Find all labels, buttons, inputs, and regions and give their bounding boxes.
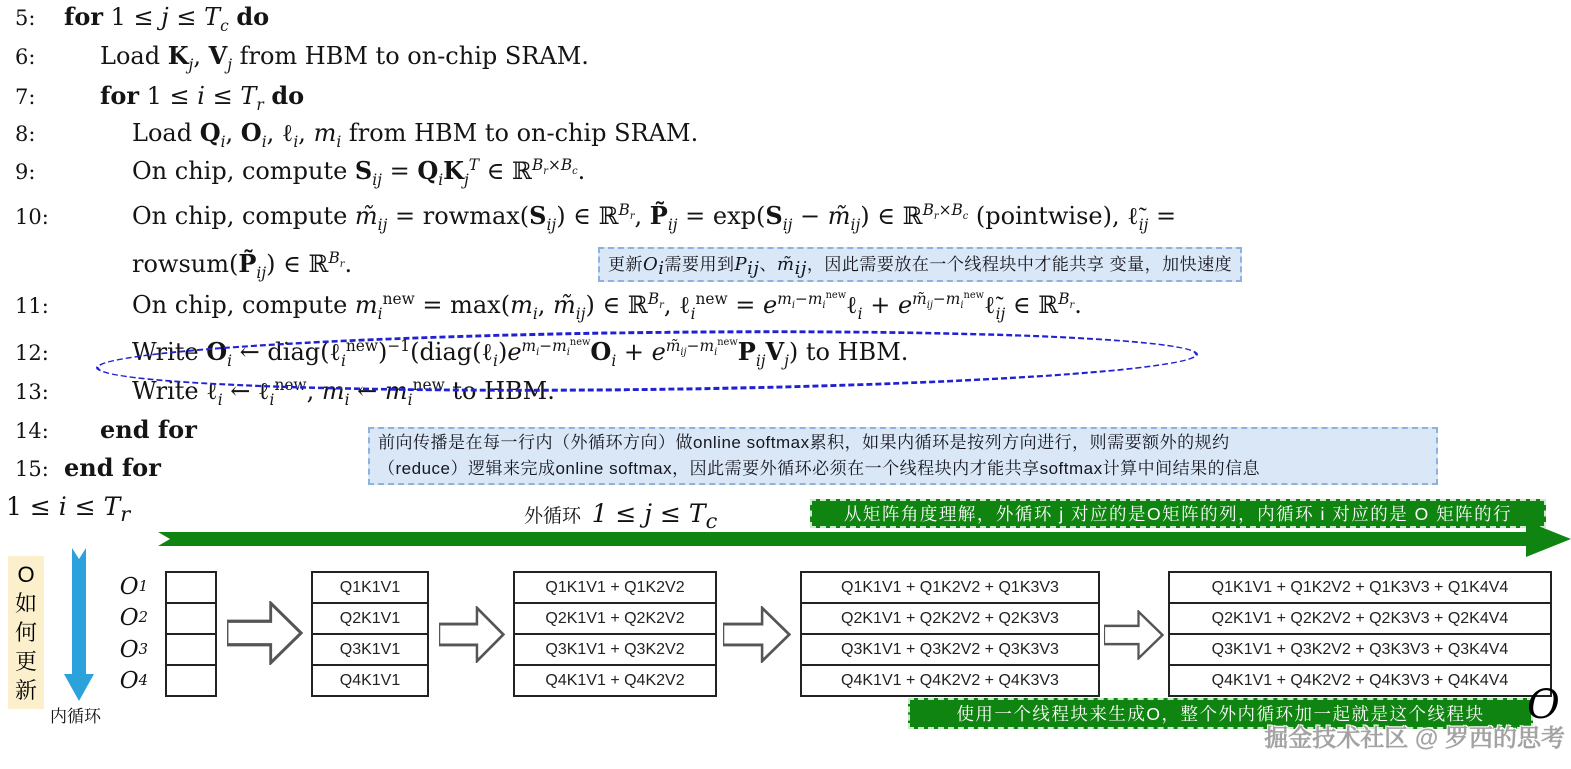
table-row: Q1K1V1 + Q1K2V2 + Q1K3V3	[841, 578, 1059, 596]
o-row-label: O 4	[119, 668, 148, 695]
table-row: Q2K1V1 + Q2K2V2 + Q2K3V3 + Q2K4V4	[1170, 602, 1550, 633]
annotation-line-2: （reduce）逻辑来完成online softmax，因此需要外循环必须在一个线程块内才能共享softmax计算中间结果的信息	[378, 459, 1261, 478]
algorithm-text: Load $K_j$, $V_j$ from HBM to on-chip SRAM.	[100, 41, 589, 74]
o-table-empty	[165, 571, 217, 697]
block-arrow-icon	[439, 606, 505, 663]
outer-loop-arrow-icon	[158, 521, 1571, 557]
outer-loop-range-label: 外循环 $1 \le j \le T_c$	[524, 499, 718, 533]
annotation-online-softmax	[368, 427, 1438, 485]
table-row: Q2K1V1	[313, 602, 427, 633]
block-arrow-icon	[227, 601, 303, 665]
line-number: 10:	[15, 205, 49, 229]
line-number: 9:	[15, 160, 36, 184]
table-row: Q2K1V1 + Q2K2V2	[515, 602, 715, 633]
algorithm-text: Write $O_i$ ← $diag(\ell_i^{new})^{-1}(diag(\ell_i)e^{m_i-m_i^{new}}O_i + e^{m̃_{ij}-m_i^{new}}P_{ij}V_j)$ to HBM.	[132, 336, 909, 370]
algorithm-text: for $1 \le i \le T_r$ do	[100, 81, 305, 114]
line-number: 5:	[15, 6, 36, 30]
table-row	[167, 573, 215, 602]
algorithm-text: $rowsum(P̃_{ij})$ ∈ ℝ$^{B_r}$.	[132, 249, 353, 282]
algorithm-text: On chip, compute $m̃_{ij} = rowmax(S_{ij})$ ∈ ℝ$^{B_r}$, $P̃_{ij} = \exp(S_{ij}$ − $m̃_{ij}$) ∈ ℝ$^{B_r\times B_c}$ (pointwise), $\ell̃_{ij}$ =	[132, 201, 1177, 234]
annotation-line-1: 前向传播是在每一行内（外循环方向）做online softmax累积，如果内循环是按列方向进行，则需要额外的规约	[378, 433, 1230, 452]
algorithm-text: end for	[64, 453, 161, 482]
line-number: 13:	[15, 380, 49, 404]
table-row: Q3K1V1 + Q3K2V2 + Q3K3V3 + Q3K4V4	[1170, 633, 1550, 664]
inner-loop-arrow-icon	[64, 548, 94, 701]
o-table-step3	[800, 571, 1100, 697]
line-number: 6:	[15, 45, 36, 69]
o-row-label: O 1	[119, 573, 148, 600]
table-row: Q1K1V1 + Q1K2V2	[545, 578, 685, 596]
algorithm-text: On chip, compute $m_i^{new} = \max(m_i$, $m̃_{ij}$) ∈ ℝ$^{B_r}$, ℓ$_i^{new}$ = $e^{m_i-m_i^{new}}\ell_i$ + $e^{m̃_{ij}-m_i^{new}}\ell̃_{ij}$ ∈ ℝ$^{B_r}$.	[132, 289, 1082, 323]
line-number: 7:	[15, 85, 36, 109]
algorithm-text: for $1 \le j \le T_c$ do	[64, 2, 270, 35]
block-arrow-icon	[723, 606, 791, 663]
table-row: Q4K1V1 + Q4K2V2	[515, 664, 715, 695]
table-row: Q4K1V1 + Q4K2V2 + Q4K3V3	[802, 664, 1098, 695]
table-row: Q3K1V1	[313, 633, 427, 664]
algorithm-text: end for	[100, 415, 197, 444]
algorithm-text: Write ℓ$_i$ ← ℓ$_i^{new}$, $m_i$ ← $m_i^{new}$ to HBM.	[132, 376, 555, 409]
green-note-thread-block: 使用一个线程块来生成O，整个外内循环加一起就是这个线程块	[908, 698, 1533, 729]
algorithm-text: On chip, compute $S_{ij} = Q_iK_j^T$ ∈ ℝ$^{B_r\times B_c}$.	[132, 156, 586, 189]
o-table-step4	[1168, 571, 1552, 697]
table-row: Q2K1V1 + Q2K2V2 + Q2K3V3	[802, 602, 1098, 633]
table-row: Q1K1V1	[339, 578, 401, 596]
watermark: 掘金技术社区 @ 罗西的思考	[1264, 725, 1565, 752]
line-number: 12:	[15, 341, 49, 365]
inner-loop-label: 内循环	[50, 707, 101, 726]
line-number: 15:	[15, 457, 49, 481]
table-row: Q4K1V1 + Q4K2V2 + Q4K3V3 + Q4K4V4	[1170, 664, 1550, 695]
o-row-labels	[98, 571, 152, 697]
table-row: Q1K1V1 + Q1K2V2 + Q1K3V3 + Q1K4V4	[1211, 578, 1509, 596]
line-number: 14:	[15, 419, 49, 443]
table-row: Q3K1V1 + Q3K2V2	[515, 633, 715, 664]
block-arrow-icon	[1104, 610, 1164, 660]
o-row-label: O 2	[119, 605, 148, 632]
table-row: Q3K1V1 + Q3K2V2 + Q3K3V3	[802, 633, 1098, 664]
o-table-step2	[513, 571, 717, 697]
o-table-step1	[311, 571, 429, 697]
table-row	[167, 633, 215, 664]
line-number: 8:	[15, 122, 36, 146]
table-row: Q4K1V1	[313, 664, 427, 695]
algorithm-text: Load $Q_i$, $O_i$, ℓ$_i$, $m_i$ from HBM to on-chip SRAM.	[132, 118, 699, 151]
inner-loop-range-label: $1 \le i \le T_r$	[6, 492, 131, 526]
table-row	[167, 602, 215, 633]
line-number: 11:	[15, 294, 49, 318]
annotation-thread-block-sharing: 更新$O_i$需要用到$P_{ij}$、$m̃_{ij}$，因此需要放在一个线程块中才能共享 变量，加快速度	[598, 247, 1242, 282]
output-matrix-o-label: O	[1527, 682, 1560, 728]
o-row-label: O 3	[119, 636, 148, 663]
o-update-vertical-label: O如何更新	[8, 556, 44, 709]
table-row	[167, 664, 215, 695]
green-note-matrix-view: 从矩阵角度理解，外循环 j 对应的是O矩阵的列，内循环 i 对应的是 O 矩阵的行	[810, 499, 1546, 528]
